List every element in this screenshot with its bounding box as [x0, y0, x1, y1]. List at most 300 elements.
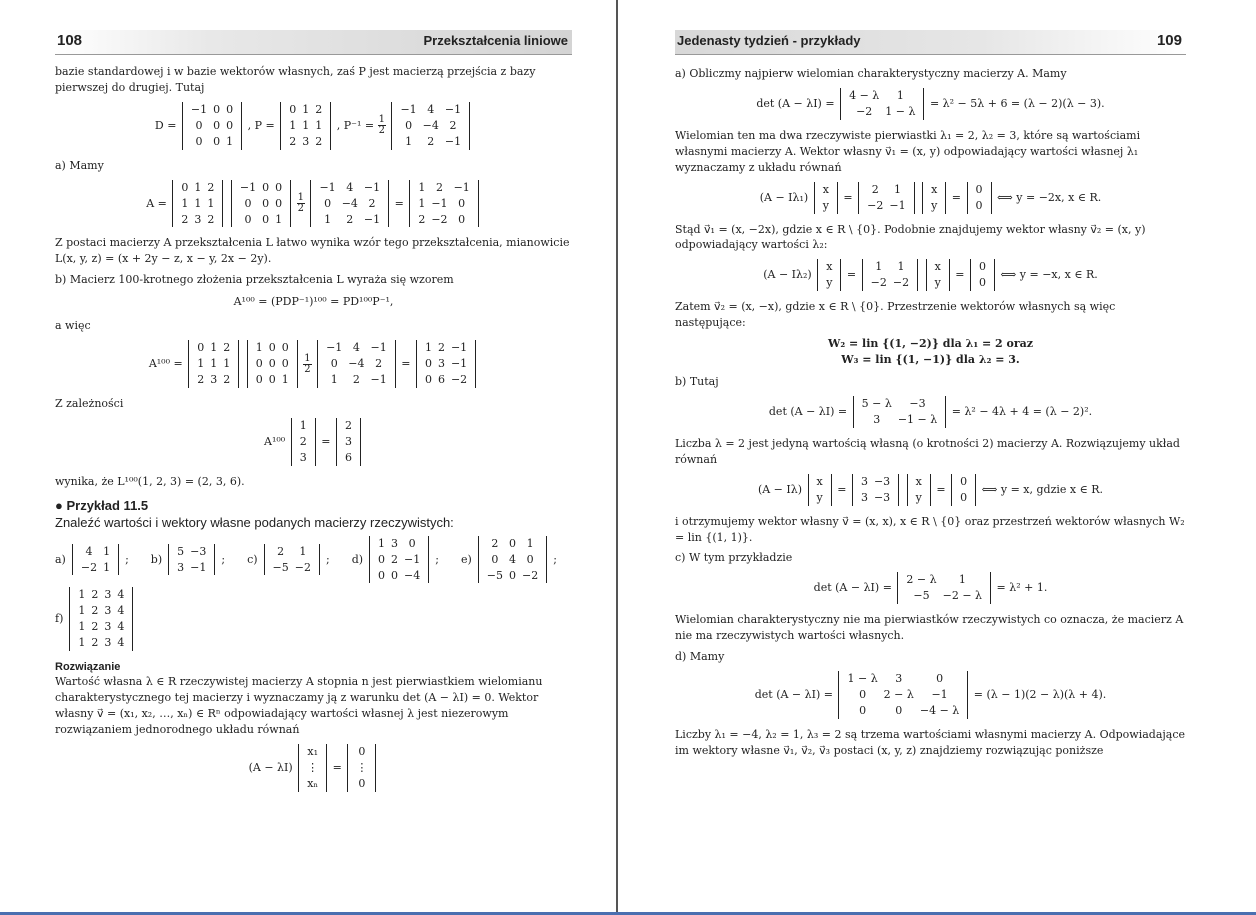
matrix-cell: 1	[181, 196, 189, 210]
z-zaleznosci: Z zależności	[55, 396, 124, 410]
matrix-cell: ⋮	[307, 760, 319, 774]
matrix-cell: 3	[344, 434, 352, 448]
matrix-cell: 0	[195, 118, 203, 132]
matrix-cell: y	[822, 198, 829, 212]
item-matrix	[478, 536, 547, 584]
vector-00	[967, 182, 992, 214]
matrix-cell: 2	[315, 134, 323, 148]
matrix-cell: −5	[913, 589, 930, 603]
matrix-cell: −1	[404, 552, 421, 566]
matrix-cell: −4	[404, 568, 421, 582]
matrix-cell: 1	[378, 536, 386, 550]
matrix-cell: −4	[348, 357, 365, 371]
matrix-cell: 0	[268, 373, 276, 386]
matrix-cell: 1	[893, 182, 901, 196]
matrix-cell: −2	[892, 276, 910, 290]
matrix-A-result	[409, 180, 478, 228]
left-body	[55, 64, 572, 800]
matrix-row	[323, 372, 390, 388]
formula-paragraph: Z postaci macierzy A przekształcenia L łatwo wynika wzór tego przekształcenia, mianowicie L(x, y, z) = (x + 2y − z, x − y, 2x − 2y).	[55, 236, 570, 266]
right-body	[675, 66, 1186, 764]
matrix-cell: 2	[277, 544, 285, 558]
matrix-row	[353, 776, 370, 792]
matrix-cell: 2	[427, 134, 435, 148]
matrix-cell: x	[822, 182, 829, 196]
matrix-row	[323, 356, 390, 372]
matrix-cell: −2	[867, 198, 884, 212]
example-title-text: Przykład 11.5	[66, 497, 149, 513]
matrix-cell: x	[934, 260, 941, 274]
intro-text: bazie standardowej i w bazie wektorów własnych, zaś P jest macierzą przejścia z bazy pierwszej do drugiej. Tutaj	[55, 65, 536, 94]
matrix-row	[844, 703, 962, 719]
matrix-row	[253, 340, 292, 356]
det-label: det (A − λI) =	[756, 96, 835, 110]
example-item	[247, 544, 330, 576]
det-c	[675, 572, 1186, 604]
det-label: det (A − λI) =	[768, 404, 848, 418]
example-items	[55, 536, 572, 652]
matrix-cell: 3	[860, 474, 868, 488]
matrix-row	[397, 134, 464, 150]
matrix-cell: 3	[860, 490, 868, 504]
matrix-cell: 0	[491, 552, 499, 566]
solution-text: Wartość własna λ ∈ R rzeczywistej macierzy A stopnia n jest pierwiastkiem wielomianu charakterystycznego tej macierzy i wyznaczamy ją z warunku det (A − λI) = 0. Wektor własny v⃗ = (x₁, x₂, …, xₙ) ∈ Rⁿ odpowiadający wartości własnej λ jest niezerowym rozwiązaniem jednorodnego układu równań	[55, 675, 543, 736]
matrix-row	[932, 275, 944, 291]
item-matrix	[264, 544, 320, 576]
matrix-cell: 2 − λ	[906, 573, 937, 587]
matrix-cell: −1	[190, 560, 207, 574]
matrix-row	[237, 180, 285, 196]
matrix-row	[316, 212, 383, 228]
a-para4: Zatem v⃗₂ = (x, −x), gdzie x ∈ R \ {0}. Przestrzenie wektorów własnych są więc następujące:	[675, 300, 1116, 330]
matrix-cell: −1	[363, 212, 381, 226]
det-result: = (λ − 1)(2 − λ)(λ + 4).	[973, 687, 1107, 701]
item-separator: ;	[325, 552, 330, 566]
matrix-row	[342, 450, 355, 466]
matrix-cell: 0	[226, 102, 234, 116]
matrix-cell: y	[934, 276, 941, 290]
matrix-cell: 2	[375, 357, 383, 371]
matrix-cell: 0	[289, 102, 297, 116]
matrix-cell: 1	[526, 536, 534, 550]
matrix-cell: 1	[194, 196, 202, 210]
matrix-cell: −1	[444, 102, 462, 116]
matrix-cell: 2	[223, 341, 231, 355]
matrix-cell: −2	[80, 560, 98, 574]
matrix-cell: −3	[873, 474, 891, 488]
matrix-cell: 3	[104, 620, 112, 634]
matrix-cell: 3	[104, 588, 112, 602]
matrix-cell: 0	[405, 118, 413, 132]
eq-label: A =	[146, 196, 167, 210]
matrix-cell: −3	[909, 396, 926, 410]
matrix-cell: −1	[444, 134, 462, 148]
matrix-cell: 0	[268, 357, 276, 371]
sys-label: (A − Iλ)	[757, 482, 803, 496]
matrix-cell: 1	[207, 196, 215, 210]
right-page	[630, 0, 1256, 915]
matrix-row	[903, 572, 985, 588]
matrix-row	[913, 474, 925, 490]
matrix-row	[928, 198, 940, 214]
solution-title: Rozwiązanie	[55, 661, 121, 674]
matrix-D100	[247, 340, 298, 388]
matrix-cell: 0	[458, 212, 466, 226]
matrix-cell: 1 − λ	[847, 672, 878, 686]
matrix-sys3	[852, 474, 899, 506]
matrix-row	[286, 102, 325, 118]
matrix-cell: x₁	[307, 744, 318, 758]
matrix-cell: 0	[195, 134, 203, 148]
matrix-cell: 1	[897, 260, 905, 274]
matrix-cell: 0	[509, 536, 516, 550]
example-item	[352, 536, 439, 584]
a-intro: a) Obliczmy najpierw wielomian charakterystyczny macierzy A. Mamy	[675, 67, 1067, 80]
matrix-cell: −2	[450, 373, 468, 386]
vector-xy	[922, 182, 946, 214]
vector-xy	[817, 259, 841, 291]
matrix-row	[415, 212, 472, 228]
matrix-cell: 0	[244, 212, 252, 226]
matrix-cell: 1	[299, 418, 307, 432]
matrix-cell: −1	[889, 198, 906, 212]
matrix-cell: xₙ	[307, 776, 319, 790]
matrix-cell: 4	[85, 544, 93, 558]
vector-xy	[907, 474, 931, 506]
vector-xy	[808, 474, 832, 506]
matrix-cell: 0	[226, 118, 234, 132]
left-header	[55, 30, 572, 55]
matrix-cell: −1	[326, 341, 343, 355]
item-matrix	[69, 587, 133, 651]
matrix-cell: −3	[873, 490, 891, 504]
d-para: Liczby λ₁ = −4, λ₂ = 1, λ₃ = 2 są trzema wartościami własnymi macierzy A. Odpowiadające im wektory własne v⃗₁, v⃗₂, v⃗₃ postaci (x, y, z) znajdziemy rozwiązując poniższe	[675, 727, 1186, 757]
matrix-row	[316, 196, 383, 212]
system-2: (A − Iλ₂) x y = 1 1 −2 −2 x y = 0 0 ⟺ y = −x, x ∈ R.	[763, 260, 1098, 290]
matrix-cell: 1	[78, 588, 86, 602]
matrix-cell: 6	[344, 450, 352, 464]
matrix-row	[973, 198, 986, 214]
left-header-title: Przekształcenia liniowe	[423, 33, 568, 48]
matrix-cell: −1	[453, 180, 470, 194]
matrix-row	[415, 196, 472, 212]
matrix-row	[286, 134, 325, 150]
matrix-row	[297, 434, 310, 450]
matrix-cell: 3	[299, 450, 307, 464]
matrix-cell: 0	[244, 196, 252, 210]
matrix-row	[484, 552, 541, 568]
matrix-cell: −4 − λ	[919, 703, 960, 717]
matrix-cell: 1	[324, 212, 332, 226]
det-d	[675, 671, 1186, 719]
matrix-cell: 2	[181, 212, 189, 226]
matrix-cell: 2	[352, 373, 360, 386]
eq-label: , P =	[247, 118, 275, 132]
matrix-cell: 0	[213, 102, 221, 116]
matrix-row	[304, 776, 321, 792]
matrix-row	[297, 418, 310, 434]
matrix-cell: 1	[958, 573, 966, 587]
matrix-row	[75, 587, 127, 603]
matrix-cell: 4 − λ	[849, 88, 880, 102]
vector-x	[298, 744, 327, 792]
matrix-cell: 2	[391, 552, 399, 566]
matrix-cell: 3	[302, 134, 310, 148]
matrix-P	[280, 102, 331, 150]
det-matrix-a	[840, 88, 924, 120]
vector-zero	[347, 744, 376, 792]
matrix-row	[194, 356, 233, 372]
matrix-cell: 2	[91, 620, 99, 634]
matrix-cell: 1	[78, 604, 86, 618]
matrix-cell: −4	[422, 118, 439, 132]
a-para2: Wielomian ten ma dwa rzeczywiste pierwiastki λ₁ = 2, λ₂ = 3, które są wartościami własnymi macierzy A. Wektor własny v⃗₁ = (x, y) odpowiadający wartości własnej λ₁ wyznaczamy z układu równań	[675, 128, 1141, 174]
matrix-cell: 3	[873, 412, 881, 426]
frac-den: 2	[378, 125, 385, 137]
det-result: = λ² + 1.	[996, 581, 1048, 595]
matrix-row	[188, 134, 236, 150]
matrix-cell: 0	[330, 357, 338, 371]
example-item	[461, 536, 557, 584]
matrix-row	[342, 434, 355, 450]
matrix-row	[844, 687, 962, 703]
matrix-cell: 0	[255, 357, 263, 371]
eq-A100-vector: A¹⁰⁰ 1 2 3 = 2 3 6	[55, 418, 572, 466]
matrix-cell: 1	[418, 196, 426, 210]
eq-A: A = 0 1 2 1 1 1 2 3 2 −1 0 0 0 0 0 0 0 1 $\frac{1}{2}$ −1 4 −1 0 −4 2 1 2 −1 = 1 2 −1 1 −1 0 2 −2 0	[55, 180, 572, 228]
matrix-row	[188, 118, 236, 134]
fraction-half	[378, 115, 386, 136]
matrix-cell: 0	[213, 118, 221, 132]
matrix-cell: 2	[491, 536, 499, 550]
right-page-number: 109	[1156, 32, 1182, 49]
matrix-row	[844, 671, 962, 687]
matrix-cell: 2	[207, 212, 215, 226]
matrix-cell: 0	[213, 134, 221, 148]
matrix-cell: 5	[177, 544, 185, 558]
matrix-cell: 1	[78, 620, 86, 634]
fraction-half	[303, 354, 311, 375]
matrix-row	[976, 259, 989, 275]
b-para: Liczba λ = 2 jest jedyną wartością własną (o krotności 2) macierzy A. Rozwiązujemy układ równań	[675, 436, 1180, 466]
matrix-row	[484, 536, 541, 552]
matrix-cell: x	[931, 182, 938, 196]
matrix-row	[270, 560, 314, 576]
matrix-row	[304, 744, 321, 760]
matrix-cell: 4	[117, 604, 125, 618]
item-label: b)	[150, 552, 163, 566]
matrix-row	[178, 196, 217, 212]
matrix-row	[484, 568, 541, 584]
matrix-cell: 3	[895, 672, 903, 686]
matrix-row	[976, 275, 989, 291]
matrix-cell: y	[915, 490, 922, 504]
matrix-cell: 0	[509, 568, 516, 582]
matrix-cell: 2	[418, 212, 426, 226]
matrix-sys1	[858, 182, 914, 214]
matrix-cell: 0	[262, 212, 270, 226]
item-label: a)	[55, 552, 66, 566]
matrix-row	[932, 259, 944, 275]
matrix-row	[323, 340, 390, 356]
sys-label: (A − Iλ₁)	[759, 190, 809, 204]
matrix-cell: 1	[418, 180, 426, 194]
matrix-cell: 2	[368, 196, 376, 210]
matrix-row	[859, 412, 941, 428]
matrix-cell: 0	[424, 373, 432, 386]
matrix-A100-result	[416, 340, 476, 388]
matrix-cell: 1	[197, 357, 205, 371]
eq-final: (A − λI) x₁ ⋮ xₙ = 0 ⋮ 0	[55, 744, 572, 792]
matrix-cell: 2	[91, 636, 99, 650]
item-label: e)	[460, 552, 472, 566]
fraction-half	[297, 193, 305, 214]
matrix-row	[316, 180, 383, 196]
matrix-cell: y	[931, 198, 938, 212]
matrix-cell: 0	[255, 373, 263, 386]
matrix-row	[304, 760, 321, 776]
matrix-cell: −1	[431, 196, 448, 210]
matrix-cell: 1	[424, 341, 432, 355]
eq-label: D =	[154, 118, 177, 132]
det-label: det (A − λI) =	[754, 687, 833, 701]
matrix-cell: 1	[302, 102, 310, 116]
d-intro: d) Mamy	[675, 650, 725, 664]
matrix-cell: 0	[358, 744, 366, 758]
matrix-cell: 2	[871, 182, 879, 196]
system-3: (A − Iλ) x y = 3 −3 3 −3 x y = 0 0 ⟺ y = x, gdzie x ∈ R.	[757, 474, 1104, 504]
left-page	[0, 0, 612, 915]
matrix-cell: 4	[117, 620, 125, 634]
matrix-cell: 1	[896, 88, 904, 102]
matrix-row	[375, 552, 423, 568]
matrix-cell: 0	[197, 341, 205, 355]
frac-den: 2	[297, 203, 304, 215]
matrix-row	[864, 182, 908, 198]
det-matrix-c	[897, 572, 991, 604]
matrix-row	[188, 102, 236, 118]
matrix-cell: 0	[391, 568, 399, 582]
item-label: d)	[351, 552, 364, 566]
eq-label: (A − λI)	[248, 760, 293, 774]
matrix-cell: 1	[405, 134, 413, 148]
matrix-row	[415, 180, 472, 196]
matrix-row	[75, 635, 127, 651]
item-label: f)	[55, 612, 64, 626]
matrix-cell: −1	[370, 373, 387, 386]
matrix-cell: 4	[427, 102, 435, 116]
matrix-cell: 1	[281, 373, 289, 386]
matrix-cell: 0	[281, 341, 289, 355]
matrix-cell: 3	[210, 373, 218, 386]
matrix-Pinv	[317, 340, 396, 388]
matrix-row	[957, 490, 970, 506]
matrix-cell: 2	[207, 180, 215, 194]
matrix-cell: −5	[272, 560, 289, 574]
matrix-cell: −1	[450, 341, 468, 355]
matrix-cell: ⋮	[356, 760, 368, 774]
matrix-cell: 3	[104, 636, 112, 650]
matrix-cell: −4	[341, 196, 358, 210]
matrix-cell: 1	[223, 357, 231, 371]
frac-num: 1	[304, 352, 311, 364]
matrix-cell: −1	[190, 102, 208, 116]
matrix-cell: 2	[299, 434, 307, 448]
frac-num: 1	[378, 114, 385, 126]
matrix-cell: 2	[197, 373, 205, 386]
matrix-cell: 0	[960, 474, 968, 488]
matrix-row	[820, 198, 832, 214]
det-result: = λ² − 5λ + 6 = (λ − 2)(λ − 3).	[929, 96, 1105, 110]
matrix-row	[814, 490, 826, 506]
vector-236	[336, 418, 361, 466]
example-title: ● Przykład 11.5	[55, 497, 149, 513]
matrix-cell: 4	[117, 636, 125, 650]
matrix-P	[172, 180, 223, 228]
c-intro: c) W tym przykładzie	[675, 551, 793, 565]
matrix-cell: −1	[400, 102, 417, 116]
matrix-row	[868, 275, 912, 291]
matrix-cell: 4	[352, 341, 360, 355]
space-1: W₂ = lin {(1, −2)} dla λ₁ = 2 oraz	[827, 337, 1034, 351]
eq-label: A¹⁰⁰	[264, 434, 286, 448]
matrix-cell: 0	[275, 196, 283, 210]
matrix-row	[823, 275, 835, 291]
matrix-cell: x	[915, 474, 922, 488]
matrix-cell: 2 − λ	[883, 688, 914, 701]
matrix-row	[194, 372, 233, 388]
matrix-cell: 1	[315, 118, 323, 132]
matrix-cell: 0	[378, 568, 386, 582]
matrix-cell: 0	[268, 341, 276, 355]
vector-123	[291, 418, 316, 466]
eq-A100: A¹⁰⁰ = 0 1 2 1 1 1 2 3 2 1 0 0 0 0 0 0 0 1 $\frac{1}{2}$ −1 4 −1 0 −4 2 1 2 −1 = 1 2 −1 0 3 −1 0 6 −2	[55, 340, 572, 388]
matrix-cell: 1	[275, 212, 283, 226]
item-separator: ;	[435, 552, 439, 566]
matrix-cell: 2	[344, 418, 352, 432]
vector-xy	[926, 259, 950, 291]
matrix-cell: 3	[391, 536, 399, 550]
matrix-cell: 0	[281, 357, 289, 371]
space-2: W₃ = lin {(1, −1)} dla λ₂ = 3.	[841, 353, 1020, 367]
eq-D-P-Pinv	[55, 102, 572, 150]
sys-result: ⟺ y = x, gdzie x ∈ R.	[981, 482, 1104, 496]
matrix-cell: y	[816, 490, 823, 504]
matrix-row	[297, 450, 310, 466]
matrix-cell: 0	[975, 182, 983, 196]
matrix-row	[253, 356, 292, 372]
matrix-cell: 4	[117, 588, 125, 602]
matrix-Pinv	[310, 180, 389, 228]
matrix-cell: 2	[289, 134, 297, 148]
matrix-cell: 2	[223, 373, 231, 386]
a-wiec: a więc	[55, 319, 91, 333]
matrix-D	[231, 180, 291, 228]
right-header	[675, 30, 1186, 55]
matrix-cell: 0	[960, 490, 968, 504]
matrix-D	[182, 102, 242, 150]
matrix-cell: −2	[870, 276, 887, 290]
matrix-row	[858, 490, 893, 506]
matrix-row	[375, 568, 423, 584]
matrix-cell: 1	[103, 544, 111, 558]
matrix-cell: 1	[194, 180, 202, 194]
frac-den: 2	[304, 363, 311, 375]
A100-formula: A¹⁰⁰ = (PDP⁻¹)¹⁰⁰ = PD¹⁰⁰P⁻¹,	[233, 295, 394, 309]
matrix-cell: −1	[450, 357, 468, 371]
matrix-cell: 3	[194, 212, 202, 226]
matrix-cell: −2	[522, 568, 539, 582]
